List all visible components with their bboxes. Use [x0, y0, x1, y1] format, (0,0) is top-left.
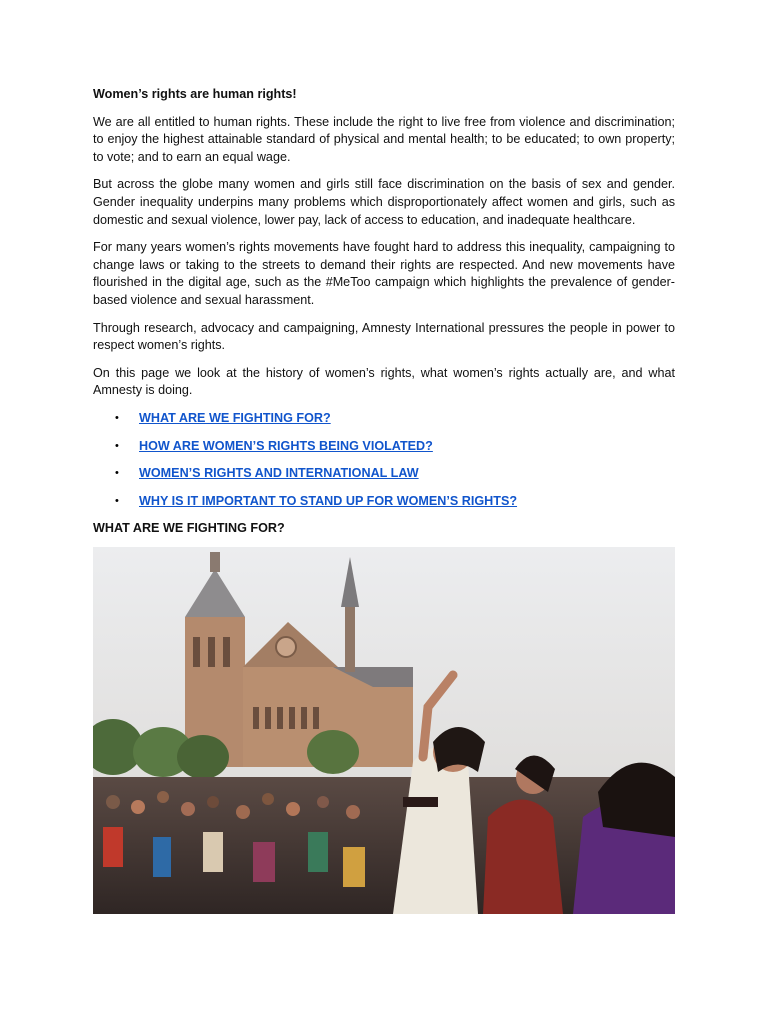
document-title: Women’s rights are human rights!	[93, 87, 297, 101]
paragraph-4: Through research, advocacy and campaigning, Amnesty International pressures the people in power to respect women’s rights.	[93, 320, 675, 353]
paragraph-2: But across the globe many women and girls still face discrimination on the basis of sex and gender. Gender inequality underpins many problems which disproportionately affect women and girls, such as domestic and sexual violence, lower pay, lack of access to education, and inadequate healthcare.	[93, 177, 675, 227]
paragraph-1: We are all entitled to human rights. These include the right to live free from violence and discrimination; to enjoy the highest attainable standard of physical and mental health; to be educated; to own property; to vote; and to earn an equal wage.	[93, 114, 675, 164]
list-item	[93, 465, 675, 483]
bullet-icon: •	[115, 411, 119, 424]
document-body	[93, 86, 675, 548]
protest-photo	[93, 547, 675, 914]
link-how-are-rights-violated[interactable]: HOW ARE WOMEN’S RIGHTS BEING VIOLATED?	[139, 438, 433, 453]
list-item	[93, 410, 675, 428]
bullet-icon: •	[115, 494, 119, 507]
link-international-law[interactable]: WOMEN’S RIGHTS AND INTERNATIONAL LAW	[139, 466, 419, 481]
link-what-are-we-fighting-for[interactable]: WHAT ARE WE FIGHTING FOR?	[139, 410, 331, 425]
bullet-icon: •	[115, 439, 119, 452]
link-why-stand-up[interactable]: WHY IS IT IMPORTANT TO STAND UP FOR WOMEN’S RIGHTS?	[139, 493, 518, 508]
list-item	[93, 438, 675, 456]
bullet-icon: •	[115, 467, 119, 480]
list-item	[93, 493, 675, 511]
paragraph-5: On this page we look at the history of women’s rights, what women’s rights actually are, and what Amnesty is doing.	[93, 365, 675, 398]
paragraph-3: For many years women’s rights movements have fought hard to address this inequality, campaigning to change laws or taking to the streets to demand their rights are respected. And new movements have flourished in the digital age, such as the #MeToo campaign which highlights the prevalence of gender-based violence and sexual harassment.	[93, 240, 675, 307]
section-heading: WHAT ARE WE FIGHTING FOR?	[93, 521, 285, 536]
section-link-list	[93, 410, 675, 510]
